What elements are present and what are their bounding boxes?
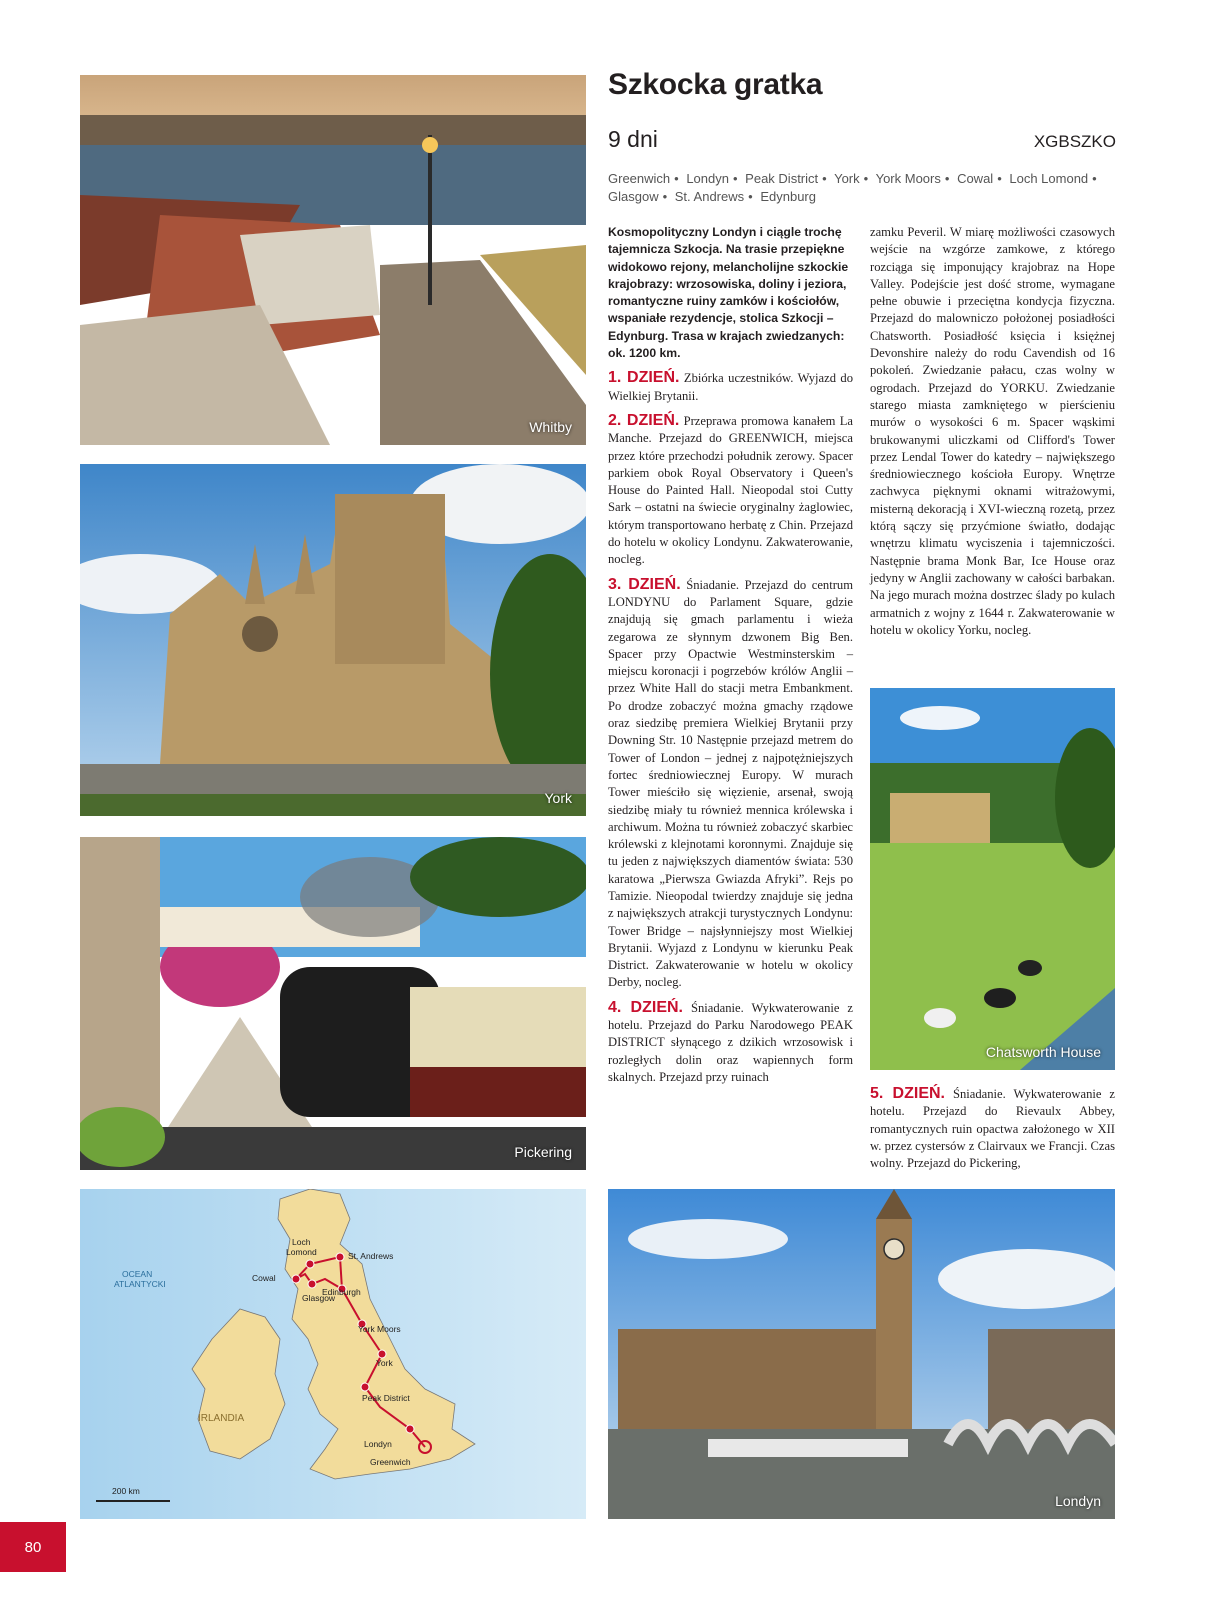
map-svg: [80, 1189, 586, 1519]
photo-york: [80, 464, 586, 816]
caption-york: York: [544, 790, 572, 806]
route-stop: Edynburg: [760, 189, 816, 204]
photo-whitby: [80, 75, 586, 445]
caption-whitby: Whitby: [529, 419, 572, 435]
label-loch-1: Loch: [292, 1237, 311, 1247]
label-ocean-1: OCEAN: [122, 1269, 153, 1279]
stop-st-andrews: [336, 1253, 344, 1261]
day-3: [608, 576, 853, 992]
day-4-continued: zamku Peveril. W miarę możliwości czasowych wejście na wzgórze zamkowe, z którego rozciąga się imponujący krajobraz na Hope Valley. Podejście jest dość strome, wymagane pełne obuwie i przeciętna kondycja fizyczna. Przejazd do malowniczo położonej posiadłości Chatsworth. Posiadłość księcia i księżnej Devonshire należy do rodu Cavendish od 16 pokoleń. Zwiedzanie pałacu, czas wolny w ogrodach. Przejazd do YORKU. Zwiedzanie starego miasta zamkniętego w pierścieniu murów o wysokości 6 m. Spacer wąskimi brukowanymi uliczkami od Clifford's Tower przez Lendal Tower do katedry – największego średniowiecznego kościoła Europy. Wnętrze zachwyca pięknymi oknami witrażowymi, misterną dekoracją i XVI-wieczną rozetą, przez którą sączy się przyćmione światło, dodając wnętrzu klimatu wyciszenia i tajemniczości. Następnie brama Monk Bar, Ice House oraz jedyny w Anglii zachowany w całości barbakan. Na jego murach można dostrzec ślady po kulach armatnich z wojny z 1644 r. Zakwaterowanie w hotelu w okolicy Yorku, nocleg.: [870, 225, 1115, 637]
day-text: Śniadanie. Wykwaterowanie z hotelu. Przejazd do Parku Narodowego PEAK DISTRICT słynącego z dzikich wrzosowisk i rozległych dolin oraz wapiennych form skalnych. Przejazd przy ruinach: [608, 1000, 854, 1084]
day-label: 3. DZIEŃ.: [608, 575, 681, 593]
route-map: [80, 1189, 586, 1519]
stop-peak-district: [361, 1383, 369, 1391]
route-stop: Londyn: [686, 171, 729, 186]
label-st-andrews: St. Andrews: [348, 1251, 394, 1261]
label-london: Londyn: [364, 1439, 392, 1449]
label-loch-2: Lomond: [286, 1247, 317, 1257]
day-text: Przeprawa promowa kanałem La Manche. Przejazd do GREENWICH, miejsca przez które przechodzi południk zerowy. Spacer parkiem obok Royal Observatory i Queen's House do Painted Hall. Nieopodal stoi Cutty Sark – ostatni na świecie oryginalny żaglowiec, którym transportowano herbatę z Chin. Przejazd do hotelu w okolicy Londynu. Zakwaterowanie, nocleg.: [608, 413, 854, 567]
route-list: Greenwich • Londyn • Peak District • York • York Moors • Cowal • Loch Lomond • Glasgow • St. Andrews • Edynburg: [608, 171, 1097, 204]
stop-york: [378, 1350, 386, 1358]
day-text: Śniadanie. Wykwaterowanie z hotelu. Przejazd do Rievaulx Abbey, romantycznych ruin opactwa założonego w XII w. przez cystersów z Clairvaux we Francji. Czas wolny. Przejazd do Pickering,: [870, 1087, 1116, 1171]
page-number: 80: [0, 1522, 66, 1572]
route-stop: Glasgow: [608, 189, 659, 204]
label-irlandia: IRLANDIA: [198, 1413, 245, 1424]
day-1: [608, 369, 853, 405]
day-5: [870, 1085, 1115, 1172]
day-label: 4. DZIEŃ.: [608, 998, 684, 1016]
text-column-right-bottom: [870, 1085, 1115, 1179]
route-stop: Peak District: [745, 171, 819, 186]
route-stop: St. Andrews: [674, 189, 745, 204]
trip-duration: 9 dni: [608, 126, 658, 152]
label-cowal: Cowal: [252, 1273, 276, 1283]
route-stop: York: [834, 171, 860, 186]
day-label: 5. DZIEŃ.: [870, 1085, 946, 1102]
label-greenwich: Greenwich: [370, 1457, 411, 1467]
label-peak: Peak District: [362, 1393, 410, 1403]
text-column-right: [870, 224, 1115, 646]
page-title: Szkocka gratka: [608, 68, 823, 101]
intro-text: Kosmopolityczny Londyn i ciągle trochę tajemnicza Szkocja. Na trasie przepiękne widokowo rejony, melancholijne szkockie krajobrazy: wrzosowiska, doliny i jeziora, romantyczne ruiny zamków i kościołów, wspaniałe rezydencje, stolica Szkocji – Edynburg. Trasa w krajach zwiedzanych: ok. 1200 km.: [608, 225, 849, 361]
route-stop: Cowal: [957, 171, 994, 186]
day-2: [608, 412, 853, 569]
day-text: Zbiórka uczestników. Wyjazd do Wielkiej Brytanii.: [608, 371, 853, 403]
route-stop: Loch Lomond: [1009, 171, 1089, 186]
day-4: [608, 999, 853, 1086]
day-text: Śniadanie. Przejazd do centrum LONDYNU do Parlament Square, gdzie znajdują się gmach parlamentu i wieża zegarowa ze słynnym dzwonem Big Ben. Spacer przy Opactwie Westminsterskim – miejscu koronacji i pogrzebów królów Anglii – przez White Hall do stacji metra Embankment. Po drodze zobaczyć można gmachy rządowe oraz siedzibę premiera Wielkiej Brytanii przy Downing Str. 10 Następnie przejazd metrem do Tower of London – jednej z najpotężniejszych fortec średniowiecznej Europy. W murach Tower mieściło się więzienie, arsenał, swoją siedzibę miały tu również mennica królewska i archiwum. Można tu również zobaczyć skarbiec królewski z klejnotami koronnymi. Znajduje się tu jeden z największych diamentów świata: 530 karatowa „Pierwsza Gwiazda Afryki”. Rejs po Tamizie. Nieopodal twierdzy znajduje się jedna z największych atrakcji turystycznych Londynu: Tower Bridge – najsłynniejszy most Wielkiej Brytanii. Wyjazd z Londynu w kierunku Peak District. Zakwaterowanie w hotelu w okolicy Derby, nocleg.: [608, 577, 853, 990]
stop-london: [406, 1425, 414, 1433]
photo-london: [608, 1189, 1115, 1519]
route-stop: Greenwich: [608, 171, 671, 186]
route-stop: York Moors: [875, 171, 941, 186]
stop-glasgow: [308, 1280, 316, 1288]
label-scale: 200 km: [112, 1486, 140, 1496]
label-glasgow: Glasgow: [302, 1293, 336, 1303]
day-label: 1. DZIEŃ.: [608, 369, 680, 387]
stop-cowal: [292, 1275, 300, 1283]
caption-chatsworth: Chatsworth House: [985, 1044, 1101, 1060]
caption-london: Londyn: [1055, 1493, 1101, 1509]
label-york-moors: York Moors: [358, 1324, 401, 1334]
label-edinburgh: Edinburgh: [322, 1287, 361, 1297]
photo-pickering: [80, 837, 586, 1170]
caption-pickering: Pickering: [514, 1144, 572, 1160]
trip-code: XGBSZKO: [1033, 132, 1116, 151]
text-column-left: [608, 224, 853, 1093]
photo-chatsworth: [870, 688, 1115, 1070]
stop-loch-lomond: [306, 1260, 314, 1268]
label-ocean-2: ATLANTYCKI: [114, 1279, 166, 1289]
label-york: York: [376, 1358, 393, 1368]
day-label: 2. DZIEŃ.: [608, 411, 680, 429]
